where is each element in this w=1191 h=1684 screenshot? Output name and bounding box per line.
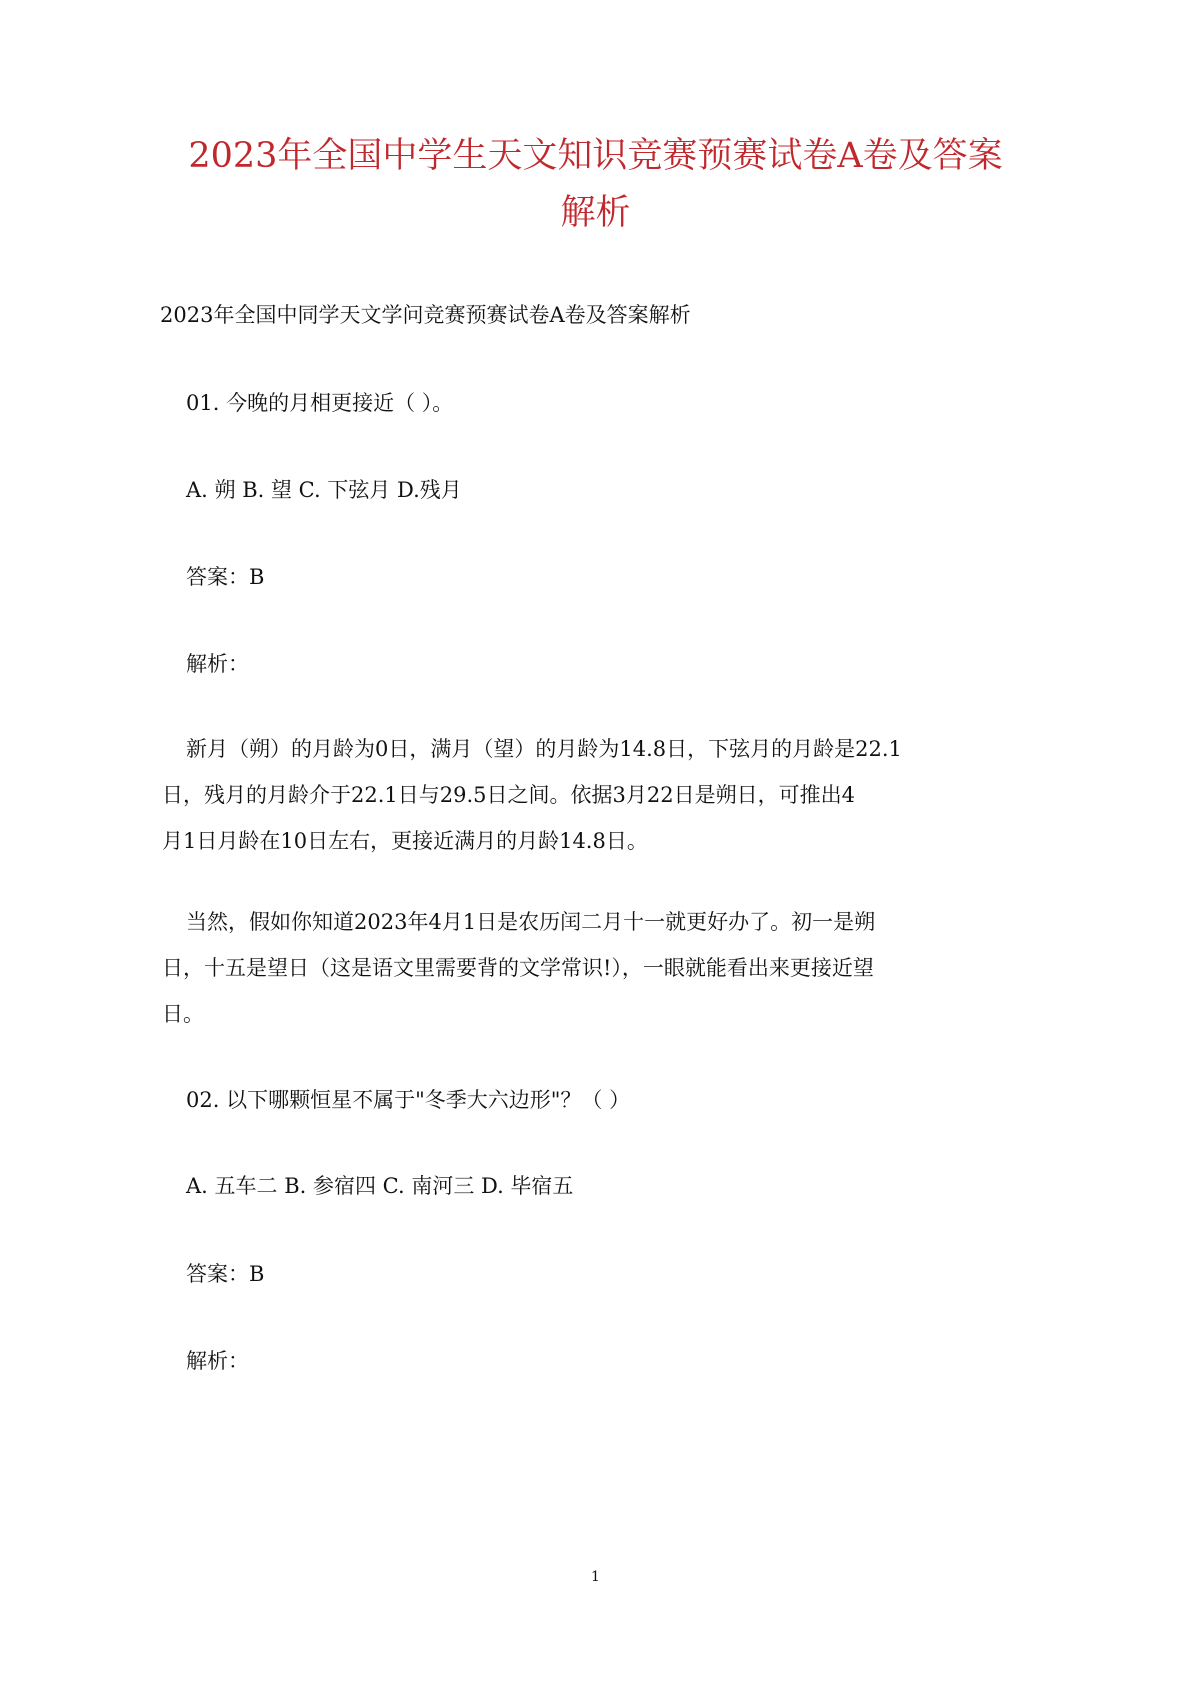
title-line-1: 2023年全国中学生天文知识竞赛预赛试卷A卷及答案 — [188, 136, 1003, 176]
page-number: 1 — [591, 1569, 600, 1585]
q2-options: A. 五车二 B. 参宿四 C. 南河三 D. 毕宿五 — [186, 1174, 574, 1198]
q2-answer: 答案：B — [186, 1262, 265, 1286]
paragraph-line: 日，十五是望日（这是语文里需要背的文学常识!），一眼就能看出来更接近望 — [162, 956, 874, 980]
paragraph-line: 新月（朔）的月龄为0日，满月（望）的月龄为14.8日，下弦月的月龄是22.1 — [186, 737, 902, 761]
paragraph-line: 日，残月的月龄介于22.1日与29.5日之间。依据3月22日是朔日，可推出4 — [162, 783, 855, 807]
document-subtitle: 2023年全国中同学天文学问竞赛预赛试卷A卷及答案解析 — [160, 303, 691, 327]
paragraph-line: 当然，假如你知道2023年4月1日是农历闰二月十一就更好办了。初一是朔 — [186, 910, 876, 934]
q1-analysis-label: 解析： — [186, 652, 249, 676]
paragraph-line: 日。 — [162, 1002, 204, 1026]
q1-answer: 答案：B — [186, 565, 265, 589]
document-title — [160, 128, 1031, 242]
q1-question: 01. 今晚的月相更接近（ ）。 — [186, 391, 454, 415]
paragraph-line: 月1日月龄在10日左右，更接近满月的月龄14.8日。 — [162, 829, 648, 853]
q2-analysis-label: 解析： — [186, 1349, 249, 1373]
q1-analysis-paragraph-1 — [162, 726, 992, 864]
q1-options: A. 朔 B. 望 C. 下弦月 D.残月 — [186, 478, 462, 502]
q2-question: 02. 以下哪颗恒星不属于"冬季大六边形"？（ ） — [186, 1088, 631, 1112]
title-line-2: 解析 — [560, 193, 631, 233]
q1-analysis-paragraph-2 — [162, 899, 992, 1037]
